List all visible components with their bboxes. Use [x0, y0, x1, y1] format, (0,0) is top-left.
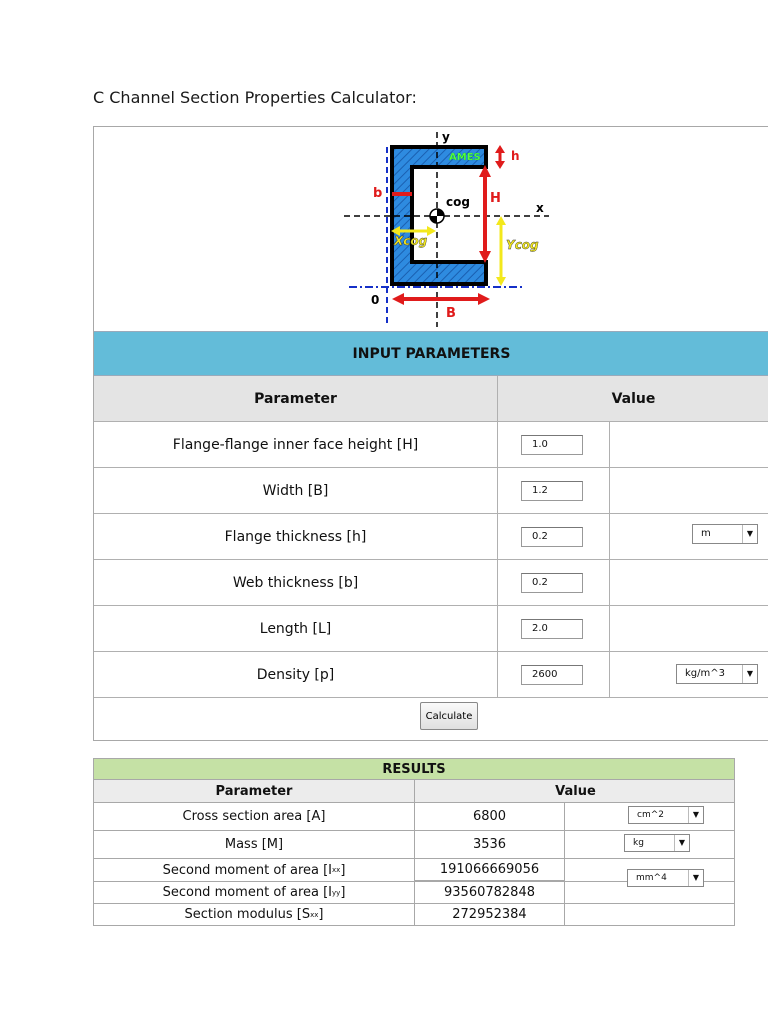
mass-unit-select[interactable] — [624, 834, 690, 852]
svg-text:y: y — [442, 130, 450, 144]
svg-text:B: B — [446, 306, 456, 321]
param-label: Web thickness [b] — [94, 560, 498, 605]
c-channel-diagram-svg — [94, 127, 768, 331]
results-header: RESULTS — [93, 758, 735, 780]
input-row-length — [94, 606, 768, 652]
height-input[interactable]: 1.0 — [521, 435, 583, 455]
result-label: Mass [M] — [94, 831, 415, 858]
result-value: 6800 — [415, 803, 565, 830]
svg-text:0: 0 — [371, 293, 380, 307]
result-label: Cross section area [A] — [94, 803, 415, 830]
svg-text:Ycog: Ycog — [506, 238, 539, 252]
length-unit-select[interactable] — [692, 524, 758, 544]
width-input[interactable]: 1.2 — [521, 481, 583, 501]
chevron-down-icon: ▼ — [688, 870, 703, 886]
results-grid-header — [93, 780, 735, 803]
result-value: 272952384 — [415, 904, 565, 925]
svg-text:H: H — [490, 191, 501, 206]
calculate-button[interactable]: Calculate — [420, 702, 478, 730]
moment-unit-select[interactable] — [627, 869, 704, 887]
param-label: Width [B] — [94, 468, 498, 513]
input-row-web-thickness — [94, 560, 768, 606]
input-row-width — [94, 468, 768, 514]
density-unit-value: kg/m^3 — [685, 668, 725, 679]
input-panel — [93, 126, 768, 741]
svg-text:h: h — [511, 149, 520, 163]
length-unit-value: m — [701, 528, 711, 539]
web-thickness-input[interactable]: 0.2 — [521, 573, 583, 593]
svg-text:Xcog: Xcog — [394, 234, 428, 248]
page-title: C Channel Section Properties Calculator: — [93, 88, 417, 107]
input-parameters-header: INPUT PARAMETERS — [94, 331, 768, 376]
result-value: 191066669056 — [415, 859, 565, 881]
input-grid-header — [94, 376, 768, 422]
chevron-down-icon: ▼ — [674, 835, 689, 851]
col-value-header: Value — [611, 390, 656, 407]
chevron-down-icon: ▼ — [688, 807, 703, 823]
results-col-parameter: Parameter — [94, 780, 415, 802]
density-unit-select[interactable] — [676, 664, 758, 684]
results-col-value: Value — [555, 783, 596, 799]
density-input[interactable]: 2600 — [521, 665, 583, 685]
results-table — [93, 758, 735, 926]
area-unit-select[interactable] — [628, 806, 704, 824]
result-row-sxx — [93, 904, 735, 926]
param-label: Flange thickness [h] — [94, 514, 498, 559]
result-value: 93560782848 — [415, 882, 565, 903]
param-label: Length [L] — [94, 606, 498, 651]
result-label: Section modulus [S xx ] — [94, 904, 415, 925]
param-label: Flange-flange inner face height [H] — [94, 422, 498, 467]
flange-thickness-input[interactable]: 0.2 — [521, 527, 583, 547]
svg-text:cog: cog — [446, 195, 470, 209]
svg-text:b: b — [373, 186, 383, 201]
chevron-down-icon: ▼ — [742, 665, 757, 683]
param-label: Density [p] — [94, 652, 498, 697]
result-row-iyy — [93, 873, 735, 904]
area-unit-value: cm^2 — [637, 810, 664, 820]
mass-unit-value: kg — [633, 838, 644, 848]
result-row-area — [93, 803, 735, 831]
c-channel-diagram — [94, 127, 768, 331]
result-value: 3536 — [415, 831, 565, 858]
moment-unit-value: mm^4 — [636, 873, 667, 883]
col-parameter-header: Parameter — [94, 376, 498, 421]
svg-text:AMES: AMES — [449, 152, 481, 163]
calculate-row — [94, 696, 768, 742]
svg-text:x: x — [536, 201, 544, 215]
result-label: Second moment of area [I xx ] — [94, 859, 415, 881]
length-input[interactable]: 2.0 — [521, 619, 583, 639]
result-row-mass — [93, 831, 735, 859]
input-row-flange-thickness — [94, 514, 768, 560]
chevron-down-icon: ▼ — [742, 525, 757, 543]
input-row-height — [94, 422, 768, 468]
result-label: Second moment of area [I yy ] — [94, 882, 415, 903]
input-row-density — [94, 652, 768, 698]
